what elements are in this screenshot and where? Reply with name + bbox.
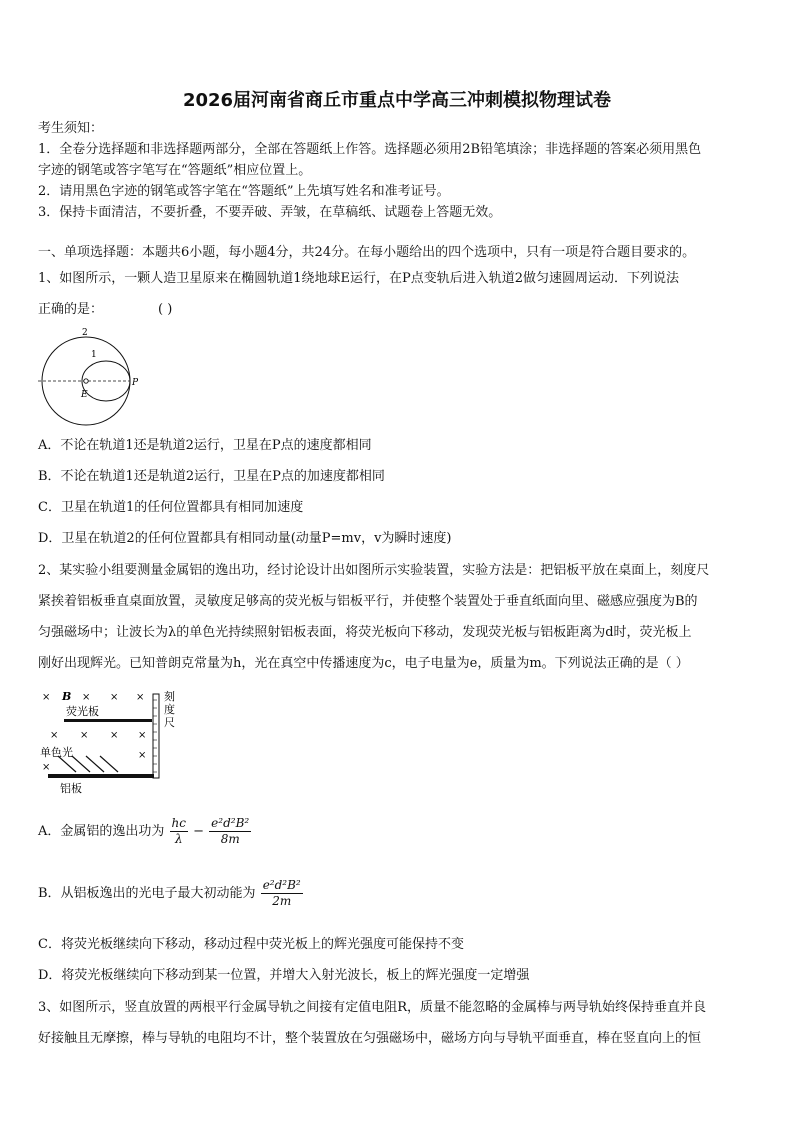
notice-item: 字迹的钢笔或答字笔写在“答题纸”相应位置上。: [38, 163, 312, 178]
option-b: [38, 878, 304, 909]
question-stem: 1、如图所示，一颗人造卫星原来在椭圆轨道1绕地球E运行，在P点变轨后进入轨道2做匀速圆周运动．下列说法: [38, 271, 680, 286]
label-orbit-2: 2: [82, 328, 88, 338]
label-ruler-char-1: 刻: [164, 690, 175, 703]
field-cross: ×: [138, 750, 147, 761]
notice-item: 1．全卷分选择题和非选择题两部分，全部在答题纸上作答。选择题必须用2B铅笔填涂；非选择题的答案必须用黑色: [38, 142, 702, 157]
option-b-text: B．从铝板逸出的光电子最大初动能为: [38, 886, 256, 901]
field-cross: ×: [110, 730, 119, 741]
field-cross: ×: [82, 692, 91, 703]
notice-item: 2．请用黑色字迹的钢笔或答字笔在“答题纸”上先填写姓名和准考证号。: [38, 184, 450, 199]
field-cross: ×: [42, 692, 51, 703]
orbit-figure: [34, 325, 149, 430]
light-ray: [72, 756, 90, 772]
option-d: D．将荧光板继续向下移动到某一位置，并增大入射光波长，板上的辉光强度一定增强: [38, 968, 530, 983]
label-ruler: [164, 689, 179, 729]
section-heading: 一、单项选择题：本题共6小题，每小题4分，共24分。在每小题给出的四个选项中，只有一项是符合题目要求的。: [38, 245, 696, 260]
light-ray: [100, 756, 118, 772]
option-c: C．将荧光板继续向下移动，移动过程中荧光板上的辉光强度可能保持不变: [38, 937, 464, 952]
label-earth: E: [81, 390, 88, 400]
field-cross: ×: [80, 730, 89, 741]
light-ray: [86, 756, 104, 772]
label-screen: 荧光板: [66, 705, 99, 718]
question-stem: 刚好出现辉光。已知普朗克常量为h，光在真空中传播速度为c，电子电量为e，质量为m。下列说法正确的是（ ）: [38, 656, 689, 671]
fraction: [170, 816, 188, 847]
answer-parenthesis: ( ): [158, 302, 173, 317]
label-point-p: P: [132, 378, 139, 388]
option-a: A．不论在轨道1还是轨道2运行，卫星在P点的速度都相同: [38, 438, 372, 453]
label-ruler-char-2: 度: [164, 703, 175, 716]
label-field-b: B: [62, 690, 72, 703]
option-a-text: A．金属铝的逸出功为: [38, 824, 165, 839]
label-orbit-1: 1: [91, 350, 97, 360]
fluorescent-screen: [64, 719, 152, 722]
field-cross: ×: [42, 762, 51, 773]
field-cross: ×: [110, 692, 119, 703]
question-stem: 3、如图所示，竖直放置的两根平行金属导轨之间接有定值电阻R，质量不能忽略的金属棒与两导轨始终保持垂直并良: [38, 1000, 707, 1015]
apparatus-figure: [38, 686, 183, 796]
question-stem: 匀强磁场中；让波长为λ的单色光持续照射铝板表面，将荧光板向下移动，发现荧光板与铝板距离为d时，荧光板上: [38, 625, 692, 640]
label-ruler-char-3: 尺: [164, 716, 175, 729]
minus-sign: −: [193, 824, 205, 839]
option-d: D．卫星在轨道2的任何位置都具有相同动量(动量P=mv，v为瞬时速度): [38, 531, 452, 546]
label-plate: 铝板: [60, 782, 82, 795]
fraction-denominator: 2m: [272, 894, 292, 908]
page-title: 2026届河南省商丘市重点中学高三冲刺模拟物理试卷: [182, 90, 612, 111]
fraction: [209, 816, 251, 847]
fraction-numerator: e²d²B²: [211, 816, 250, 830]
field-cross: ×: [50, 730, 59, 741]
question-stem: 紧挨着铝板垂直桌面放置，灵敏度足够高的荧光板与铝板平行，并使整个装置处于垂直纸面向里、磁感应强度为B的: [38, 594, 698, 609]
fraction-denominator: 8m: [220, 832, 240, 846]
ruler: [153, 694, 159, 778]
fraction: [261, 878, 303, 909]
earth-point: [84, 379, 88, 383]
label-light: 单色光: [40, 746, 73, 759]
notice-item: 3．保持卡面清洁，不要折叠，不要弄破、弄皱，在草稿纸、试题卷上答题无效。: [38, 205, 502, 220]
option-a: [38, 816, 252, 847]
field-cross: ×: [138, 730, 147, 741]
question-stem: 好接触且无摩擦，棒与导轨的电阻均不计，整个装置放在匀强磁场中，磁场方向与导轨平面垂直，棒在竖直向上的恒: [38, 1031, 702, 1046]
aluminum-plate: [48, 774, 154, 778]
field-cross: ×: [136, 692, 145, 703]
notice-heading: 考生须知：: [38, 121, 104, 136]
option-b: B．不论在轨道1还是轨道2运行，卫星在P点的加速度都相同: [38, 469, 385, 484]
fraction-denominator: λ: [174, 832, 183, 846]
option-c: C．卫星在轨道1的任何位置都具有相同加速度: [38, 500, 304, 515]
question-stem: 2、某实验小组要测量金属铝的逸出功，经讨论设计出如图所示实验装置，实验方法是：把铝板平放在桌面上，刻度尺: [38, 563, 710, 578]
fraction-numerator: hc: [171, 816, 186, 830]
question-stem: 正确的是：: [38, 302, 104, 317]
fraction-numerator: e²d²B²: [262, 878, 301, 892]
